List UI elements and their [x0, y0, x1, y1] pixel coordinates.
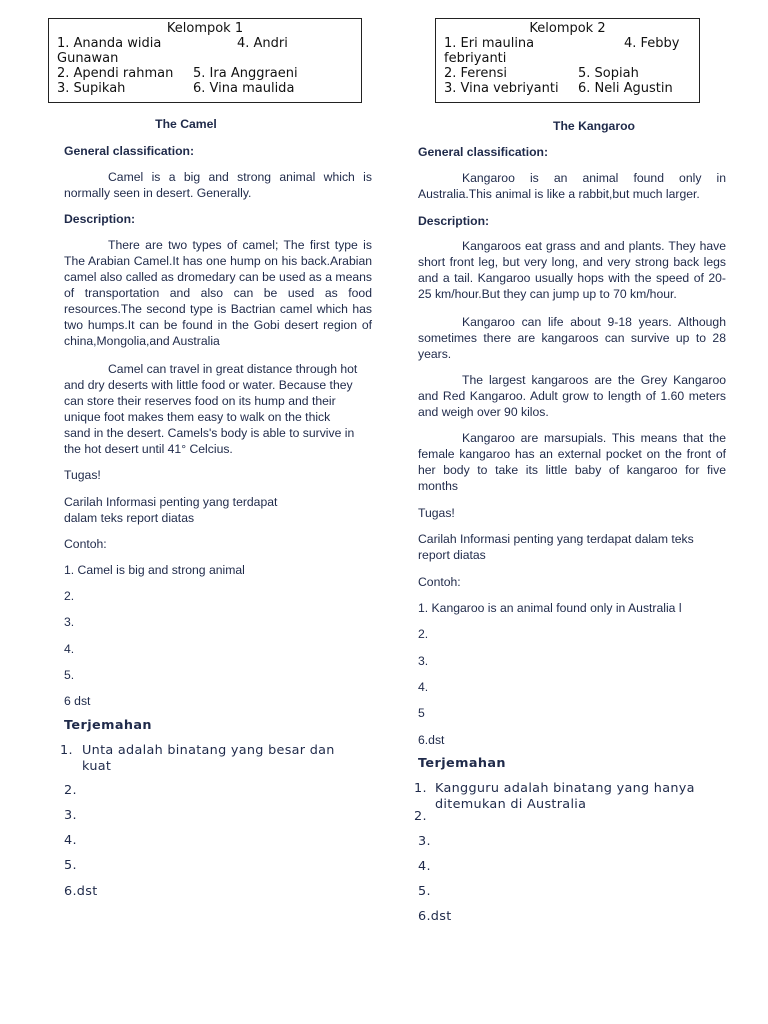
list-item: 6 dst: [64, 694, 91, 708]
tugas-instruction: Carilah Informasi penting yang terdapat dalam teks report diatas: [418, 532, 694, 562]
member: 2. Ferensi: [444, 66, 507, 81]
member: Gunawan: [57, 51, 119, 66]
member: 1. Eri maulina: [444, 36, 535, 51]
article-title: The Kangaroo: [553, 119, 635, 133]
left-column: [60, 0, 372, 1024]
description-paragraph: Kangaroo can life about 9-18 years. Although sometimes there are kangaroos can survive up to 28 years.: [418, 315, 726, 361]
group-title: Kelompok 1: [166, 21, 244, 36]
list-item: 3.: [418, 654, 429, 668]
description-paragraph: The largest kangaroos are the Grey Kangaroo and Red Kangaroo. Adult grow to length of 1.60 meters and weigh over 90 kilos.: [418, 373, 726, 419]
terjemahan-item: 2.: [64, 783, 77, 798]
contoh-label: Contoh:: [64, 537, 107, 551]
list-item: 4.: [64, 642, 75, 656]
terjemahan-item: 4.: [418, 859, 431, 874]
list-item: 2.: [64, 589, 75, 603]
list-item: 6.dst: [418, 733, 445, 747]
member: 6. Vina maulida: [193, 81, 295, 96]
article-title: The Camel: [155, 117, 217, 131]
terjemahan-item-number: 1.: [60, 743, 73, 758]
list-item: 4.: [418, 680, 429, 694]
description-heading: Description:: [418, 214, 490, 228]
member: 4. Febby: [624, 36, 680, 51]
terjemahan-item: 4.: [64, 833, 77, 848]
member: 4. Andri: [237, 36, 288, 51]
terjemahan-heading: Terjemahan: [418, 756, 506, 771]
description-paragraph: Kangaroo are marsupials. This means that the female kangaroo has an external pocket on the front of her body to take its little baby of kangaroo for five months: [418, 431, 726, 493]
tugas-label: Tugas!: [418, 506, 455, 520]
general-classification-text: Kangaroo is an animal found only in Australia.This animal is like a rabbit,but much larger.: [418, 171, 726, 201]
general-classification-text: Camel is a big and strong animal which is normally seen in desert. Generally.: [64, 170, 372, 200]
list-item: 1. Camel is big and strong animal: [64, 563, 245, 577]
terjemahan-item: 6.dst: [418, 909, 452, 924]
terjemahan-item: Kangguru adalah binatang yang hanya ditemukan di Australia: [435, 781, 695, 812]
terjemahan-item: 5.: [64, 858, 77, 873]
list-item: 5: [418, 706, 425, 720]
description-paragraph: There are two types of camel; The first type is The Arabian Camel.It has one hump on his back.Arabian camel also called as dromedary can be used as a means of transportation and also can be used as food resources.The second type is Bactrian camel which has two humps.It can be found in the Gobi desert region of china,Mongolia,and Australia: [64, 238, 372, 348]
tugas-label: Tugas!: [64, 468, 101, 482]
terjemahan-item: 3.: [64, 808, 77, 823]
description-paragraph: Kangaroos eat grass and and plants. They have short front leg, but very long, and very strong back legs and a tail. Kangaroo usually hops with the speed of 20-25 km/hour.But they can jump up to 70 km/hour.: [418, 239, 726, 301]
list-item: 3.: [64, 615, 75, 629]
right-column: [414, 0, 726, 1024]
description-paragraph: Camel can travel in great distance through hot and dry deserts with little food or water. Because they can store their reserves food on its hump and their unique foot makes them easy to walk on the thick sand in the desert. Camels's body is able to survive in the hot desert until 41° Celcius.: [64, 362, 358, 456]
list-item: 5.: [64, 668, 75, 682]
general-classification-heading: General classification:: [418, 145, 549, 159]
member: 3. Supikah: [57, 81, 126, 96]
terjemahan-item-number: 1.: [414, 781, 427, 796]
terjemahan-item: 3.: [418, 834, 431, 849]
member: 6. Neli Agustin: [578, 81, 673, 96]
member: 5. Ira Anggraeni: [193, 66, 298, 81]
description-heading: Description:: [64, 212, 136, 226]
member: 3. Vina vebriyanti: [444, 81, 559, 96]
list-item: 2.: [418, 627, 429, 641]
terjemahan-item: 2.: [414, 809, 427, 824]
member: 5. Sopiah: [578, 66, 639, 81]
contoh-label: Contoh:: [418, 575, 461, 589]
terjemahan-item: Unta adalah binatang yang besar dan kuat: [82, 743, 335, 774]
member: febriyanti: [444, 51, 507, 66]
list-item: 1. Kangaroo is an animal found only in Australia l: [418, 601, 682, 615]
member: 2. Apendi rahman: [57, 66, 174, 81]
terjemahan-item: 6.dst: [64, 884, 98, 899]
tugas-instruction: Carilah Informasi penting yang terdapat dalam teks report diatas: [64, 495, 278, 525]
group-title: Kelompok 2: [529, 21, 606, 36]
member: 1. Ananda widia: [57, 36, 162, 51]
terjemahan-item: 5.: [418, 884, 431, 899]
general-classification-heading: General classification:: [64, 144, 195, 158]
terjemahan-heading: Terjemahan: [64, 718, 152, 733]
